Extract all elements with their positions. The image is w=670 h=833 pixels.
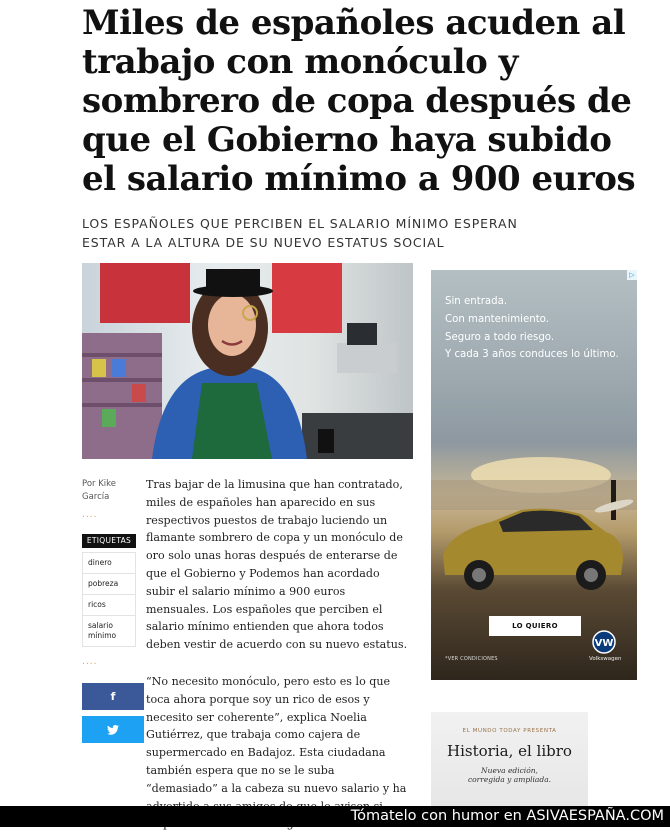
tag-dinero[interactable]: dinero [82, 552, 136, 574]
article-headline: Miles de españoles acuden al trabajo con monóculo y sombrero de copa después de que el Gobierno haya subido el salario mínimo a 900 euros [82, 3, 636, 199]
book-advertisement[interactable] [431, 712, 588, 812]
separator-dots: .... [82, 657, 98, 667]
separator-dots: .... [82, 510, 98, 520]
book-subtitle-line: Nueva edición, [481, 766, 538, 775]
article-subtitle: LOS ESPAÑOLES QUE PERCIBEN EL SALARIO MÍNIMO ESPERAN ESTAR A LA ALTURA DE SU NUEVO ESTATUS SOCIAL [82, 216, 518, 250]
book-title: Historia, el libro [447, 742, 572, 760]
tag-salario-minimo[interactable]: salario mínimo [82, 615, 136, 647]
cashier-illustration [82, 263, 413, 459]
car-advertisement[interactable] [431, 270, 637, 680]
svg-text:VW: VW [594, 638, 614, 649]
ad-conditions-link[interactable]: *VER CONDICIONES [445, 656, 498, 662]
ad-text-line: Con mantenimiento. [445, 314, 549, 325]
ad-cta-button[interactable]: LO QUIERO [489, 616, 581, 636]
facebook-icon: f [110, 690, 116, 703]
tag-ricos[interactable]: ricos [82, 594, 136, 616]
hero-image [82, 263, 413, 459]
twitter-icon [107, 725, 119, 735]
tags-label: ETIQUETAS [82, 534, 136, 548]
ad-choices-icon[interactable]: ▷ [627, 270, 637, 280]
tag-pobreza[interactable]: pobreza [82, 573, 136, 595]
twitter-share-button[interactable] [82, 716, 144, 743]
book-subtitle-line: corregida y ampliada. [467, 775, 552, 784]
article-paragraph: Tras bajar de la limusina que han contratado, miles de españoles han aparecido en sus respectivos puestos de trabajo luciendo un flamante sombrero de copa y un monóculo de oro solo unas horas después de enterarse de que el Gobierno y Podemos han acordado subir el salario mínimo a 900 euros mensuales. Los españoles que perciben el salario mínimo entienden que ahora todos deben vestir de acuerdo con su nuevo estatus. [146, 478, 408, 652]
article-author: Por Kike García [82, 479, 117, 502]
ad-brand-label: Volkswagen [589, 656, 622, 662]
ad-text-line: Y cada 3 años conduces lo último. [445, 349, 619, 360]
book-kicker: EL MUNDO TODAY PRESENTA [462, 728, 557, 734]
ad-text-line: Sin entrada. [445, 296, 508, 307]
facebook-share-button[interactable] [82, 683, 144, 710]
footer-watermark-bar: Tómatelo con humor en ASIVAESPAÑA.COM [0, 806, 670, 827]
book-subtitle [431, 766, 588, 784]
ad-text-line: Seguro a todo riesgo. [445, 332, 555, 343]
article-paragraph: “No necesito monóculo, pero esto es lo que toca ahora porque soy un rico de esos y necesito ser coherente”, explica Noelia Gutiérrez, que trabaja como cajera de supermercado en Badajoz. Esta ciudadana también espera que no se le suba “demasiado” a la cabeza su nuevo salario y ha [146, 675, 407, 795]
